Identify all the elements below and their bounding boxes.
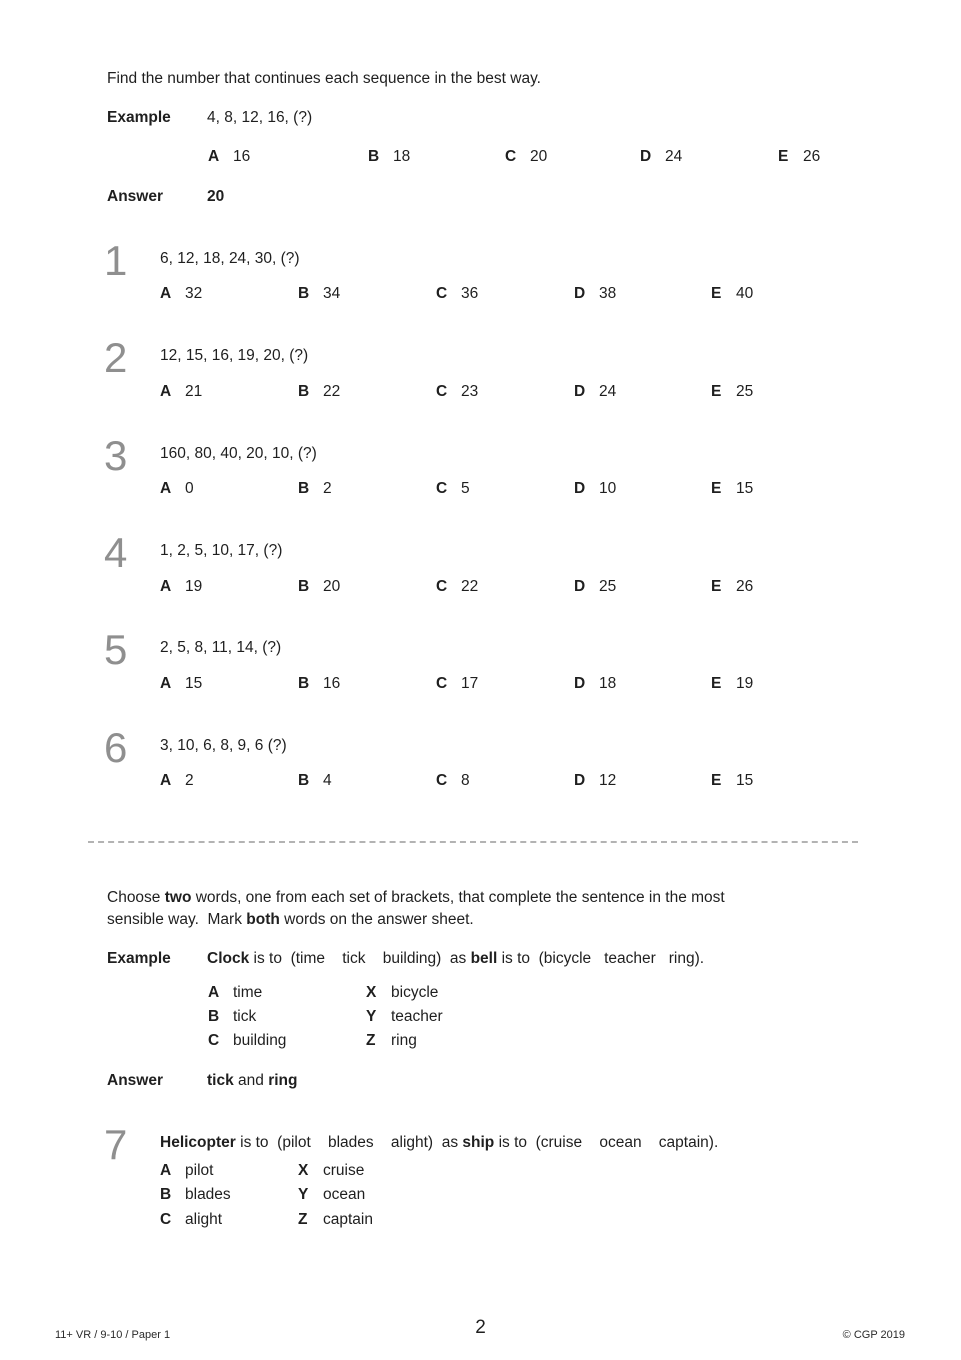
option-letter: D	[574, 480, 586, 497]
option-value: 2	[323, 480, 332, 497]
option-value: 25	[599, 578, 617, 595]
question-5-option-e	[711, 674, 753, 693]
example2-label: Example	[107, 950, 171, 967]
option-value: 16	[233, 148, 251, 165]
footer-page-number: 2	[475, 1317, 486, 1338]
option-letter: C	[208, 1032, 220, 1049]
example1-option-d	[640, 147, 682, 166]
option-value: 15	[185, 675, 203, 692]
example1-option-a	[208, 147, 250, 166]
option-letter: B	[298, 772, 310, 789]
option-letter: A	[160, 383, 172, 400]
example2-option-c	[208, 1031, 286, 1050]
option-value: 0	[185, 480, 194, 497]
question-7-option-z	[298, 1210, 373, 1229]
example2-option-z	[366, 1031, 417, 1050]
option-value: 22	[461, 578, 479, 595]
question-7-option-a	[160, 1161, 213, 1180]
option-letter: E	[711, 285, 722, 302]
option-letter: C	[505, 148, 517, 165]
option-value: 4	[323, 772, 332, 789]
question-2-option-d	[574, 382, 616, 401]
option-letter: B	[208, 1008, 220, 1025]
option-value: 23	[461, 383, 479, 400]
question-6-option-e	[711, 771, 753, 790]
question-5-option-c	[436, 674, 478, 693]
option-value: 15	[736, 480, 754, 497]
option-value: 16	[323, 675, 341, 692]
question-7-number: 7	[104, 1121, 128, 1168]
question-6-number: 6	[104, 724, 128, 771]
option-letter: E	[711, 772, 722, 789]
option-letter: B	[298, 383, 310, 400]
option-value: 2	[185, 772, 194, 789]
option-letter: C	[160, 1211, 172, 1228]
option-letter: E	[711, 675, 722, 692]
question-2-option-c	[436, 382, 478, 401]
option-value: 18	[599, 675, 617, 692]
option-letter: B	[298, 578, 310, 595]
option-value: 17	[461, 675, 479, 692]
option-value: 8	[461, 772, 470, 789]
option-value: 22	[323, 383, 341, 400]
question-4-option-e	[711, 577, 753, 596]
option-letter: D	[574, 285, 586, 302]
option-value: 20	[530, 148, 548, 165]
example2-option-x	[366, 983, 438, 1002]
option-value: 38	[599, 285, 617, 302]
question-6-option-a	[160, 771, 194, 790]
option-letter: C	[436, 285, 448, 302]
question-4-number: 4	[104, 529, 128, 576]
option-letter: D	[640, 148, 652, 165]
example1-label: Example	[107, 109, 171, 126]
question-7-option-x	[298, 1161, 364, 1180]
question-3-option-d	[574, 479, 616, 498]
question-3-option-b	[298, 479, 332, 498]
option-value: 5	[461, 480, 470, 497]
option-value: 32	[185, 285, 203, 302]
option-letter: Y	[366, 1008, 377, 1025]
question-5-number: 5	[104, 626, 128, 673]
option-value: 19	[736, 675, 754, 692]
option-letter: A	[160, 772, 172, 789]
question-2-option-e	[711, 382, 753, 401]
option-letter: D	[574, 675, 586, 692]
example1-option-c	[505, 147, 547, 166]
section1-instructions: Find the number that continues each sequence in the best way.	[107, 70, 541, 87]
option-letter: Z	[298, 1211, 308, 1228]
example1-answer-label: Answer	[107, 188, 163, 205]
question-3-option-c	[436, 479, 470, 498]
question-5-option-d	[574, 674, 616, 693]
option-letter: A	[160, 1162, 172, 1179]
option-value: 19	[185, 578, 203, 595]
option-value: 10	[599, 480, 617, 497]
section2-instructions-line1: Choose two words, one from each set of brackets, that complete the sentence in the most	[107, 889, 725, 906]
example1-answer-value: 20	[207, 188, 225, 205]
example2-answer-value: tick and ring	[207, 1072, 298, 1089]
question-5-option-a	[160, 674, 202, 693]
option-word: ocean	[323, 1186, 366, 1203]
question-3-number: 3	[104, 432, 128, 479]
option-letter: B	[298, 675, 310, 692]
question-2-option-a	[160, 382, 202, 401]
question-3-option-a	[160, 479, 194, 498]
option-letter: A	[208, 984, 220, 1001]
option-value: 21	[185, 383, 203, 400]
option-letter: A	[160, 675, 172, 692]
option-word: time	[233, 984, 263, 1001]
question-7-sentence: Helicopter is to (pilot blades alight) as ship is to (cruise ocean captain).	[160, 1134, 719, 1151]
question-4-option-c	[436, 577, 478, 596]
question-6-option-c	[436, 771, 470, 790]
option-letter: B	[298, 480, 310, 497]
option-letter: D	[574, 578, 586, 595]
option-value: 20	[323, 578, 341, 595]
option-word: ring	[391, 1032, 417, 1049]
option-letter: B	[160, 1186, 172, 1203]
option-letter: E	[711, 578, 722, 595]
option-letter: A	[160, 578, 172, 595]
option-word: tick	[233, 1008, 257, 1025]
question-4-option-b	[298, 577, 340, 596]
footer-copyright: © CGP 2019	[842, 1329, 905, 1341]
option-value: 26	[736, 578, 754, 595]
option-value: 25	[736, 383, 754, 400]
option-word: captain	[323, 1211, 373, 1228]
question-2-option-b	[298, 382, 340, 401]
option-word: bicycle	[391, 984, 439, 1001]
option-value: 40	[736, 285, 754, 302]
option-letter: Y	[298, 1186, 309, 1203]
question-4-option-a	[160, 577, 202, 596]
section2-instructions-line2: sensible way. Mark both words on the answer sheet.	[107, 911, 474, 928]
question-4-option-d	[574, 577, 616, 596]
question-3-option-e	[711, 479, 753, 498]
option-word: blades	[185, 1186, 231, 1203]
question-5-sequence: 2, 5, 8, 11, 14, (?)	[160, 639, 282, 656]
question-1-sequence: 6, 12, 18, 24, 30, (?)	[160, 250, 300, 267]
example2-option-a	[208, 983, 262, 1002]
question-4-sequence: 1, 2, 5, 10, 17, (?)	[160, 542, 283, 559]
option-letter: E	[778, 148, 789, 165]
question-7-option-y	[298, 1185, 365, 1204]
option-letter: D	[574, 772, 586, 789]
question-1-option-a	[160, 284, 202, 303]
option-letter: E	[711, 480, 722, 497]
question-1-option-d	[574, 284, 616, 303]
option-value: 18	[393, 148, 411, 165]
example2-answer-label: Answer	[107, 1072, 163, 1089]
question-2-number: 2	[104, 334, 128, 381]
option-letter: Z	[366, 1032, 376, 1049]
example2-option-y	[366, 1007, 443, 1026]
question-6-option-d	[574, 771, 616, 790]
question-6-sequence: 3, 10, 6, 8, 9, 6 (?)	[160, 737, 287, 754]
option-letter: C	[436, 578, 448, 595]
option-letter: D	[574, 383, 586, 400]
option-value: 24	[599, 383, 617, 400]
option-letter: X	[366, 984, 377, 1001]
option-letter: A	[160, 480, 172, 497]
option-word: teacher	[391, 1008, 443, 1025]
question-2-sequence: 12, 15, 16, 19, 20, (?)	[160, 347, 309, 364]
option-letter: X	[298, 1162, 309, 1179]
option-letter: A	[208, 148, 220, 165]
option-letter: C	[436, 383, 448, 400]
example1-option-e	[778, 147, 820, 166]
question-7-option-b	[160, 1185, 231, 1204]
option-letter: C	[436, 772, 448, 789]
question-3-sequence: 160, 80, 40, 20, 10, (?)	[160, 445, 317, 462]
example1-option-b	[368, 147, 410, 166]
question-1-option-e	[711, 284, 753, 303]
option-value: 24	[665, 148, 683, 165]
footer-paper-reference: 11+ VR / 9-10 / Paper 1	[55, 1329, 171, 1341]
question-5-option-b	[298, 674, 340, 693]
option-value: 15	[736, 772, 754, 789]
option-value: 34	[323, 285, 341, 302]
option-word: pilot	[185, 1162, 214, 1179]
question-1-number: 1	[104, 237, 128, 284]
option-letter: C	[436, 675, 448, 692]
option-word: building	[233, 1032, 287, 1049]
option-word: cruise	[323, 1162, 365, 1179]
option-value: 12	[599, 772, 617, 789]
question-6-option-b	[298, 771, 332, 790]
question-1-option-c	[436, 284, 478, 303]
question-7-option-c	[160, 1210, 222, 1229]
option-letter: B	[368, 148, 380, 165]
option-value: 36	[461, 285, 479, 302]
option-value: 26	[803, 148, 821, 165]
section-divider	[88, 841, 858, 843]
option-letter: C	[436, 480, 448, 497]
example2-option-b	[208, 1007, 256, 1026]
option-letter: A	[160, 285, 172, 302]
question-1-option-b	[298, 284, 340, 303]
option-word: alight	[185, 1211, 223, 1228]
option-letter: E	[711, 383, 722, 400]
option-letter: B	[298, 285, 310, 302]
example2-sentence: Clock is to (time tick building) as bell is to (bicycle teacher ring).	[207, 950, 705, 967]
example1-sequence: 4, 8, 12, 16, (?)	[207, 109, 313, 126]
